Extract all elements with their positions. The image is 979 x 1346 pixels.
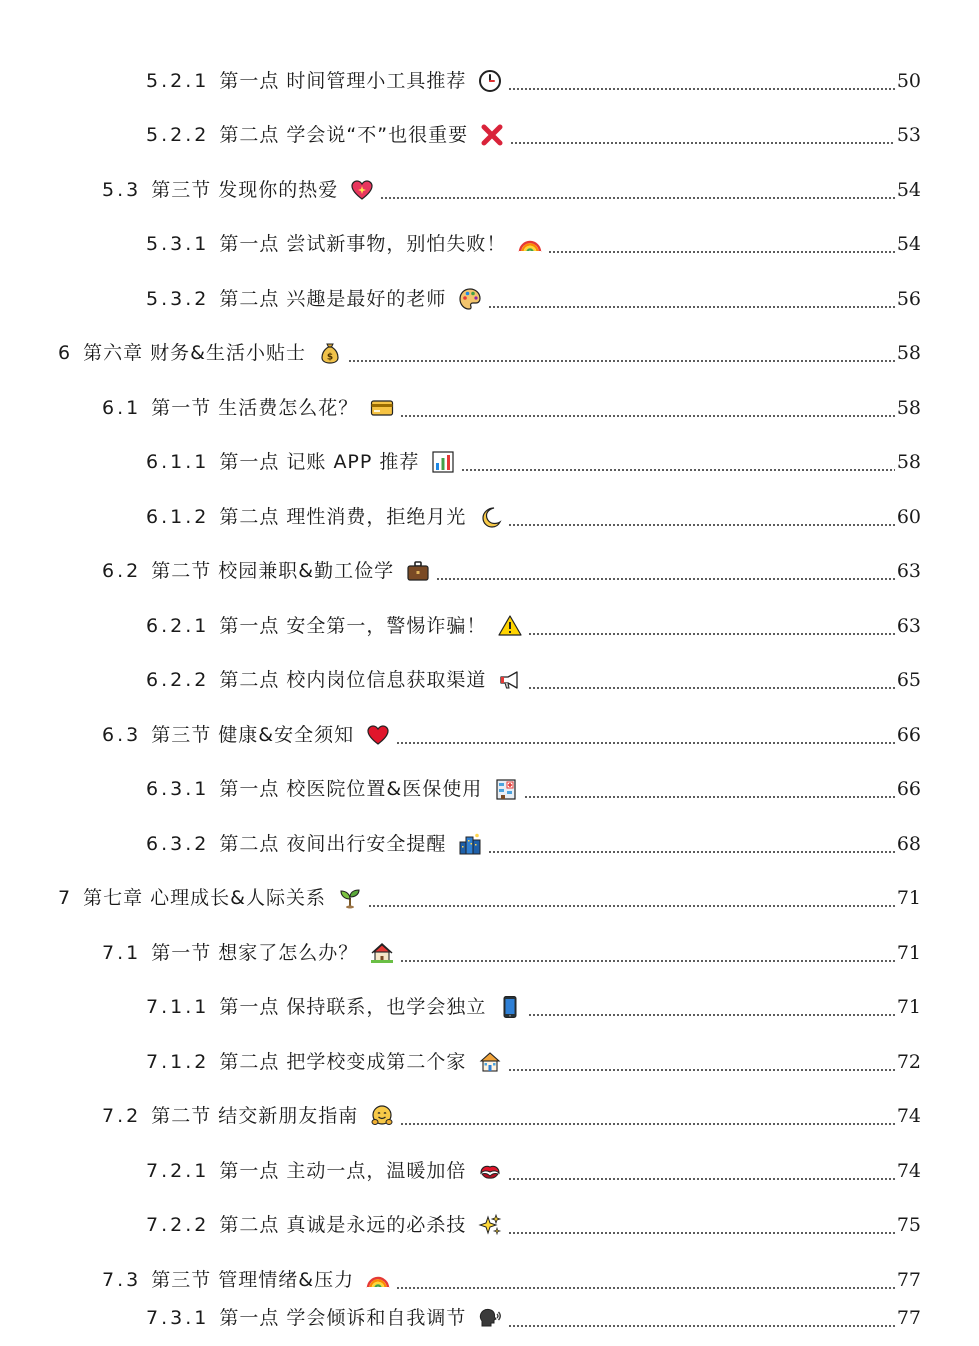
bar-chart-icon [431, 450, 455, 474]
warning-icon [498, 614, 522, 638]
toc-number: 7.2.2 [146, 1214, 210, 1236]
toc-number: 6.1 [102, 397, 142, 419]
svg-text:$: $ [326, 352, 334, 363]
toc-leader-dots [488, 279, 894, 319]
toc-page-number: 58 [896, 342, 921, 364]
toc-title: 第一点 时间管理小工具推荐 [219, 70, 467, 92]
toc-page-number: 77 [896, 1307, 921, 1329]
toc-leader-dots [368, 878, 895, 918]
toc-number: 7.2 [102, 1105, 142, 1127]
mobile-phone-icon [498, 995, 522, 1019]
toc-number: 5.2.2 [146, 124, 210, 146]
cross-mark-icon [480, 123, 504, 147]
toc-leader-dots [436, 551, 895, 591]
toc-entry[interactable] [102, 715, 921, 755]
credit-card-icon [370, 396, 394, 420]
toc-page-number: 71 [896, 996, 921, 1018]
toc-number: 7.3 [102, 1269, 142, 1291]
toc-title: 第二节 校园兼职&勤工俭学 [151, 560, 395, 582]
toc-entry[interactable] [146, 279, 921, 319]
toc-leader-dots [528, 987, 894, 1027]
toc-title: 第二点 理性消费，拒绝月光 [219, 506, 467, 528]
toc-number: 6.3.2 [146, 833, 210, 855]
toc-leader-dots [508, 497, 894, 537]
toc-leader-dots [488, 824, 894, 864]
toc-entry[interactable] [102, 170, 921, 210]
hospital-icon [494, 777, 518, 801]
toc-leader-dots [396, 715, 895, 755]
megaphone-icon [498, 668, 522, 692]
clock-icon [478, 69, 502, 93]
toc-title: 第一点 学会倾诉和自我调节 [219, 1307, 467, 1329]
toc-page-number: 53 [896, 124, 921, 146]
toc-leader-dots [548, 224, 894, 264]
toc-leader-dots [396, 1260, 895, 1300]
toc-leader-dots [508, 61, 894, 101]
toc-title: 第一节 生活费怎么花？ [151, 397, 359, 419]
toc-title: 第一点 校医院位置&医保使用 [219, 778, 483, 800]
school-house-icon [478, 1050, 502, 1074]
toc-page-number: 71 [896, 942, 921, 964]
house-garden-icon [370, 941, 394, 965]
toc-number: 5.2.1 [146, 70, 210, 92]
toc-leader-dots [528, 606, 894, 646]
toc-leader-dots [400, 388, 895, 428]
toc-page-number: 72 [896, 1051, 921, 1073]
toc-entry[interactable] [58, 333, 921, 373]
toc-leader-dots [400, 1096, 895, 1136]
toc-title: 第六章 财务&生活小贴士 [83, 342, 306, 364]
toc-leader-dots [348, 333, 895, 373]
toc-title: 第二点 真诚是永远的必杀技 [219, 1214, 467, 1236]
toc-entry[interactable] [146, 769, 921, 809]
sparkling-heart-icon [350, 178, 374, 202]
toc-leader-dots [508, 1042, 894, 1082]
hugging-face-icon [370, 1104, 394, 1128]
toc-page-number: 75 [896, 1214, 921, 1236]
toc-title: 第三节 发现你的热爱 [151, 179, 339, 201]
toc-number: 6.3.1 [146, 778, 210, 800]
toc-entry[interactable] [146, 1205, 921, 1245]
toc-entry[interactable] [146, 224, 921, 264]
toc-number: 5.3.1 [146, 233, 210, 255]
toc-number: 6.2.2 [146, 669, 210, 691]
toc-entry[interactable] [102, 388, 921, 428]
toc-page-number: 77 [896, 1269, 921, 1291]
toc-page-number: 54 [896, 179, 921, 201]
toc-entry[interactable] [102, 933, 921, 973]
toc-title: 第三节 健康&安全须知 [151, 724, 355, 746]
toc-title: 第一点 保持联系，也学会独立 [219, 996, 487, 1018]
toc-entry[interactable] [146, 115, 921, 155]
toc-title: 第三节 管理情绪&压力 [151, 1269, 355, 1291]
toc-entry[interactable] [146, 824, 921, 864]
toc-entry[interactable] [58, 878, 921, 918]
toc-entry[interactable] [146, 1151, 921, 1191]
toc-title: 第一节 想家了怎么办？ [151, 942, 359, 964]
toc-entry[interactable] [146, 987, 921, 1027]
toc-page-number: 65 [896, 669, 921, 691]
toc-number: 6.1.2 [146, 506, 210, 528]
toc-title: 第七章 心理成长&人际关系 [83, 887, 326, 909]
toc-title: 第二点 学会说“不”也很重要 [219, 124, 469, 146]
toc-page-number: 74 [896, 1160, 921, 1182]
toc-number: 7.1.1 [146, 996, 210, 1018]
toc-number: 6.1.1 [146, 451, 210, 473]
speaking-head-icon [478, 1306, 502, 1330]
red-heart-icon [366, 723, 390, 747]
rainbow-icon [518, 232, 542, 256]
briefcase-icon [406, 559, 430, 583]
toc-page-number: 56 [896, 288, 921, 310]
toc-page-number: 71 [896, 887, 921, 909]
toc-page-number: 54 [896, 233, 921, 255]
toc-page-number: 74 [896, 1105, 921, 1127]
toc-number: 6.2.1 [146, 615, 210, 637]
toc-leader-dots [400, 933, 895, 973]
toc-entry[interactable] [146, 497, 921, 537]
toc-entry[interactable] [146, 61, 921, 101]
toc-number: 5.3 [102, 179, 142, 201]
crescent-moon-icon [478, 505, 502, 529]
toc-entry[interactable] [146, 442, 921, 482]
toc-entry[interactable] [102, 1260, 921, 1300]
toc-page-number: 68 [896, 833, 921, 855]
palette-icon [458, 287, 482, 311]
toc-leader-dots [508, 1205, 894, 1245]
rainbow-icon [366, 1268, 390, 1292]
toc-entry[interactable] [102, 1096, 921, 1136]
toc-title: 第二点 夜间出行安全提醒 [219, 833, 447, 855]
toc-leader-dots [528, 660, 894, 700]
toc-title: 第一点 记账 APP 推荐 [219, 451, 420, 473]
toc-entry[interactable] [146, 1042, 921, 1082]
toc-page-number: 63 [896, 560, 921, 582]
toc-leader-dots [461, 442, 894, 482]
toc-number: 6.2 [102, 560, 142, 582]
toc-number: 7.1.2 [146, 1051, 210, 1073]
toc-page-number: 58 [896, 451, 921, 473]
toc-title: 第一点 主动一点，温暖加倍 [219, 1160, 467, 1182]
toc-page-number: 66 [896, 778, 921, 800]
toc-title: 第一点 安全第一，警惕诈骗！ [219, 615, 487, 637]
toc-page-number: 63 [896, 615, 921, 637]
toc-page-number: 58 [896, 397, 921, 419]
toc-leader-dots [510, 115, 895, 155]
toc-number: 7.1 [102, 942, 142, 964]
toc-leader-dots [508, 1298, 894, 1338]
toc-number: 5.3.2 [146, 288, 210, 310]
toc-page-number: 60 [896, 506, 921, 528]
toc-entry[interactable] [146, 1298, 921, 1338]
toc-number: 7 [58, 887, 74, 909]
toc-page-number: 50 [896, 70, 921, 92]
toc-title: 第二点 兴趣是最好的老师 [219, 288, 447, 310]
toc-entry[interactable] [102, 551, 921, 591]
seedling-icon [338, 886, 362, 910]
toc-title: 第二节 结交新朋友指南 [151, 1105, 359, 1127]
toc-page-number: 66 [896, 724, 921, 746]
toc-number: 6 [58, 342, 74, 364]
toc-title: 第二点 把学校变成第二个家 [219, 1051, 467, 1073]
toc-number: 6.3 [102, 724, 142, 746]
toc-leader-dots [380, 170, 895, 210]
money-bag-icon [318, 341, 342, 365]
toc-number: 7.3.1 [146, 1307, 210, 1329]
toc-leader-dots [508, 1151, 894, 1191]
toc-title: 第二点 校内岗位信息获取渠道 [219, 669, 487, 691]
toc-leader-dots [524, 769, 895, 809]
heart-hands-icon [478, 1159, 502, 1183]
toc-title: 第一点 尝试新事物，别怕失败！ [219, 233, 507, 255]
night-city-icon [458, 832, 482, 856]
toc-entry[interactable] [146, 660, 921, 700]
toc-entry[interactable] [146, 606, 921, 646]
sparkles-icon [478, 1213, 502, 1237]
toc-number: 7.2.1 [146, 1160, 210, 1182]
